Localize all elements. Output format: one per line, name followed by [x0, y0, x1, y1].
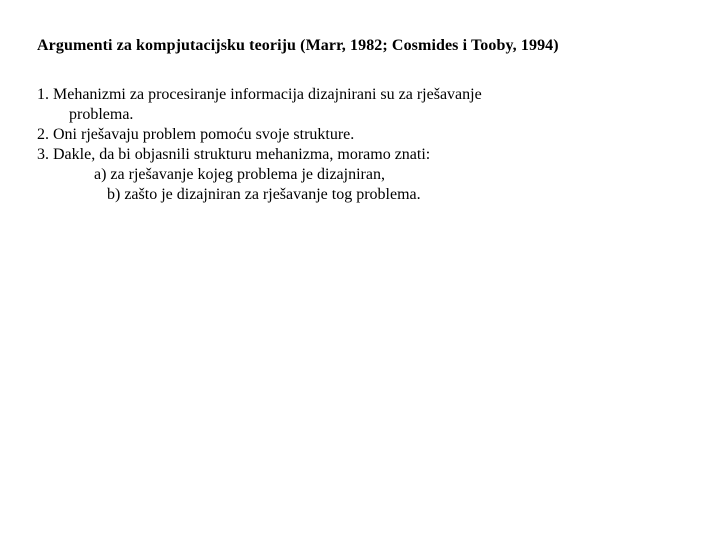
slide-title: Argumenti za kompjutacijsku teoriju (Marr, 1982; Cosmides i Tooby, 1994) [37, 37, 559, 54]
list-item-3: 3. Dakle, da bi objasnili strukturu mehanizma, moramo znati: [37, 146, 431, 163]
sub-item-a: a) za rješavanje kojeg problema je dizajniran, [94, 166, 385, 183]
list-item-1-continuation: problema. [69, 106, 134, 123]
list-item-2: 2. Oni rješavaju problem pomoću svoje strukture. [37, 126, 355, 143]
sub-item-b: b) zašto je dizajniran za rješavanje tog problema. [107, 186, 421, 203]
list-item-1: 1. Mehanizmi za procesiranje informacija dizajnirani su za rješavanje [37, 86, 482, 103]
argument-list [37, 85, 677, 205]
